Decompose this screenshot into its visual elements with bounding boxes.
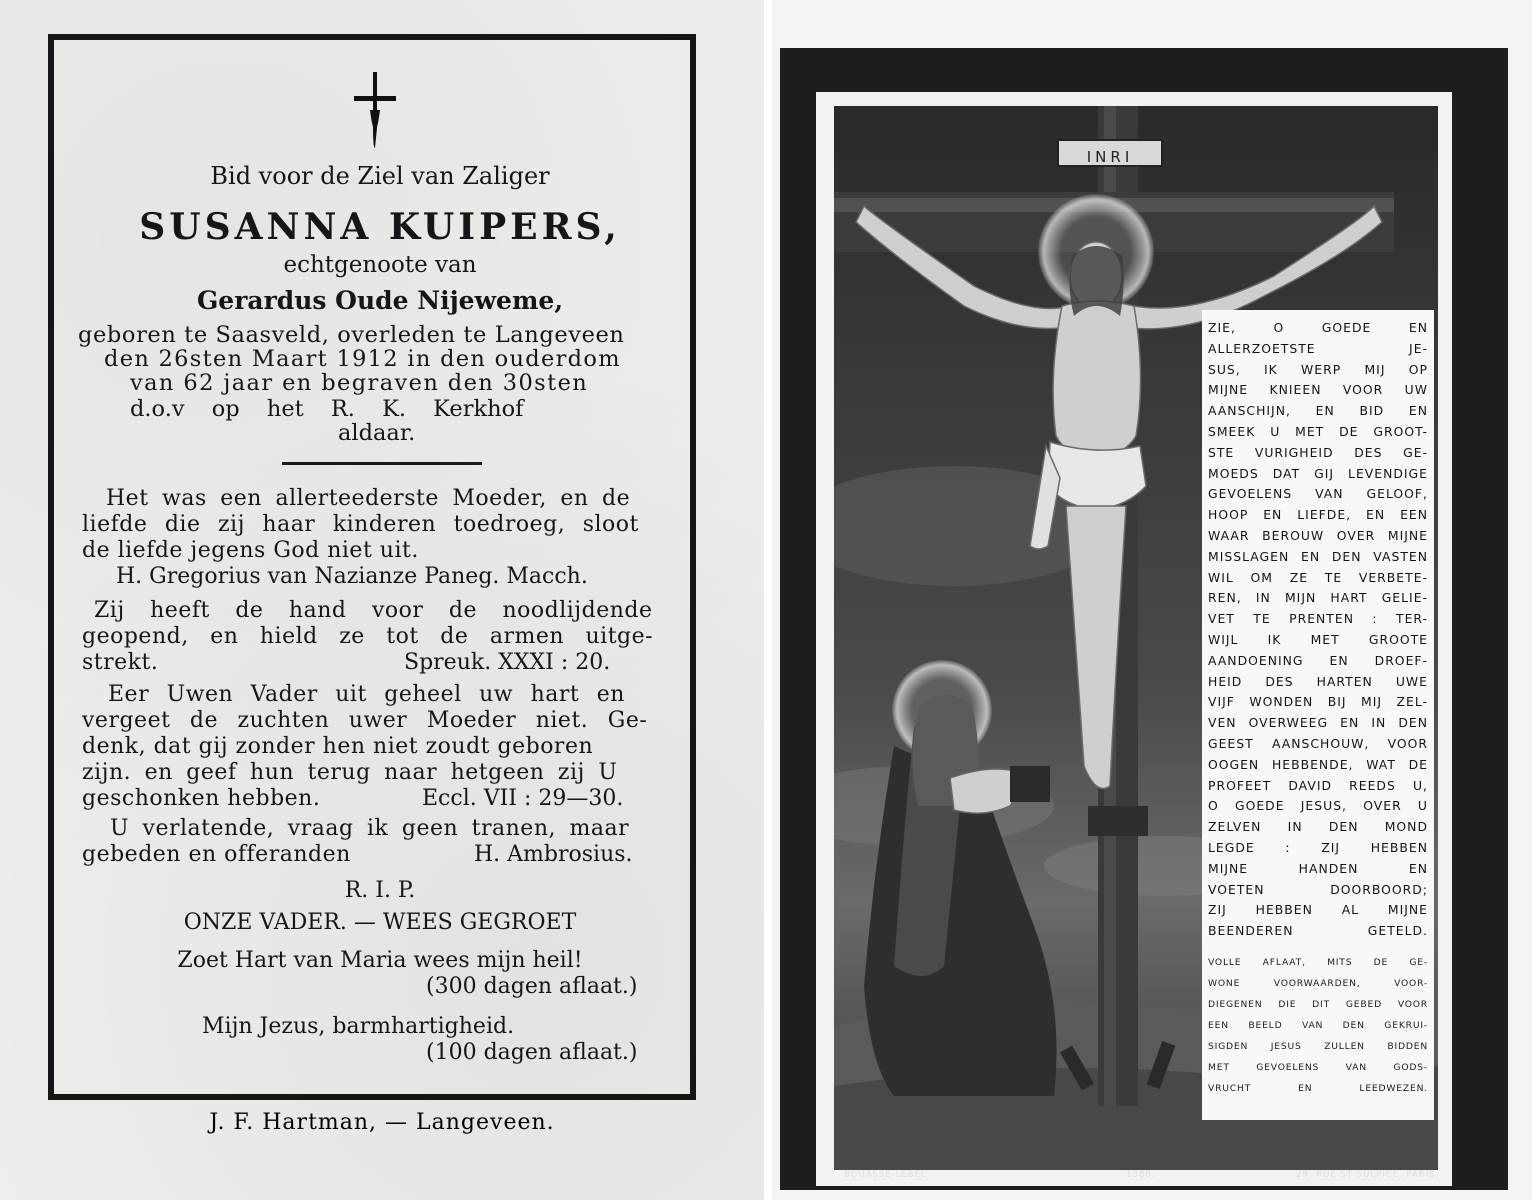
quote-line: strekt. [82, 650, 159, 675]
prayer-line: MIJNE KNIEEN VOOR UW [1208, 382, 1428, 398]
prayer-line: HOOP EN LIEFDE, EN EEN [1208, 507, 1428, 523]
indulgence-line: EEN BEELD VAN DEN GEKRUI- [1208, 1019, 1428, 1031]
prayer-line: BEENDEREN GETELD. [1208, 923, 1428, 939]
prayer-text-panel [1202, 310, 1434, 1120]
prayer-line: AANSCHIJN, EN BID EN [1208, 403, 1428, 419]
pray-for-soul-line: Bid voor de Ziel van Zaliger [210, 162, 550, 190]
memorial-card-image-side [772, 0, 1532, 1200]
prayer-line: ZELVEN IN DEN MOND [1208, 819, 1428, 835]
indulgence-note: (100 dagen aflaat.) [426, 1040, 638, 1065]
indulgence-line: VOLLE AFLAAT, MITS DE GE- [1208, 956, 1428, 968]
bio-line: den 26sten Maart 1912 in den ouderdom [104, 346, 621, 372]
quote-line: Zij heeft de hand voor de noodlijdende [94, 598, 653, 623]
prayer-line: MISSLAGEN EN DEN VASTEN [1208, 548, 1428, 564]
publisher-strip [816, 1160, 1452, 1184]
plate-number: 1380. [1126, 1170, 1156, 1180]
prayer-line: SMEEK U MET DE GROOT- [1208, 423, 1428, 439]
ejaculation-line: Zoet Hart van Maria wees mijn heil! [177, 948, 583, 973]
quote-line: denk, dat gij zonder hen niet zoudt geboren [82, 734, 594, 759]
prayer-line: OOGEN HEBBENDE, WAT DE [1208, 756, 1428, 772]
prayer-line: GEEST AANSCHOUW, VOOR [1208, 735, 1428, 751]
indulgence-text [1208, 952, 1428, 1099]
prayer-line: ZIE, O GOEDE EN [1208, 320, 1428, 335]
spouse-intro: echtgenoote van [283, 252, 477, 278]
indulgence-line: SIGDEN JESUS ZULLEN BIDDEN [1208, 1040, 1428, 1052]
indulgence-line: DIEGENEN DIE DIT GEBED VOOR [1208, 998, 1428, 1010]
prayer-line: VIJF WONDEN BIJ MIJ ZEL- [1208, 694, 1428, 710]
divider-rule [282, 462, 482, 465]
prayer-line: GEVOELENS VAN GELOOF, [1208, 486, 1428, 502]
quote-line: U verlatende, vraag ik geen tranen, maar [110, 816, 630, 841]
publisher-address: 29, RUE ST SULPICE, PARIS. [1296, 1170, 1440, 1180]
prayer-line: MOEDS DAT GIJ LEVENDIGE [1208, 465, 1428, 481]
quote-line: geschonken hebben. [82, 786, 321, 811]
prayer-line: SUS, IK WERP MIJ OP [1208, 361, 1428, 377]
quote-line: de liefde jegens God niet uit. [82, 538, 419, 563]
prayer-line: LEGDE : ZIJ HEBBEN [1208, 839, 1428, 855]
cross-icon [352, 70, 398, 150]
quote-line: Het was een allerteederste Moeder, en de [106, 486, 631, 511]
quote-source: Eccl. VII : 29—30. [422, 786, 624, 811]
prayer-line: PROFEET DAVID REEDS U, [1208, 777, 1428, 793]
prayer-line: O GOEDE JESUS, OVER U [1208, 798, 1428, 814]
indulgence-note: (300 dagen aflaat.) [426, 974, 638, 999]
prayer-line: VET TE PRENTEN : TER- [1208, 611, 1428, 627]
indulgence-line: VRUCHT EN LEEDWEZEN. [1208, 1082, 1428, 1094]
spouse-name: Gerardus Oude Nijeweme, [196, 286, 564, 315]
quote-line: Eer Uwen Vader uit geheel uw hart en [108, 682, 625, 707]
bio-line: geboren te Saasveld, overleden te Langeveen [78, 322, 625, 348]
quote-source: Spreuk. XXXI : 20. [404, 650, 611, 675]
bio-line: d.o.v op het R. K. Kerkhof [130, 396, 524, 422]
memorial-card-text-side [0, 0, 764, 1200]
quote-line: geopend, en hield ze tot de armen uitge- [82, 624, 654, 649]
quote-line: gebeden en offeranden [82, 842, 351, 867]
prayer-line: WIL OM ZE TE VERBETE- [1208, 569, 1428, 585]
prayer-line: MIJNE HANDEN EN [1208, 860, 1428, 876]
deceased-name: SUSANNA KUIPERS, [139, 206, 621, 248]
prayers-line: ONZE VADER. — WEES GEGROET [183, 910, 577, 935]
indulgence-line: WONE VOORWAARDEN, VOOR- [1208, 977, 1428, 989]
indulgence-line: MET GEVOELENS VAN GODS- [1208, 1061, 1428, 1073]
prayer-line: HEID DES HARTEN UWE [1208, 673, 1428, 689]
inri-plaque-text: INRI [1086, 148, 1134, 166]
quote-line: liefde die zij haar kinderen toedroeg, sloot [82, 512, 639, 537]
ejaculation-line: Mijn Jezus, barmhartigheid. [202, 1014, 515, 1039]
prayer-line: WAAR BEROUW OVER MIJNE [1208, 527, 1428, 543]
prayer-line: STE VURIGHEID DES GE- [1208, 444, 1428, 460]
prayer-line: AANDOENING EN DROEF- [1208, 652, 1428, 668]
bio-line: aldaar. [338, 420, 416, 446]
prayer-line: REN, IN MIJN HART GELIE- [1208, 590, 1428, 606]
quote-source: H. Ambrosius. [474, 842, 633, 867]
quote-line: vergeet de zuchten uwer Moeder niet. Ge- [82, 708, 648, 733]
publisher-name: BOUASSE-LEBEL [844, 1170, 927, 1180]
printer-credit: J. F. Hartman, — Langeveen. [209, 1110, 555, 1135]
prayer-line: VOETEN DOORBOORD; [1208, 881, 1428, 897]
bio-line: van 62 jaar en begraven den 30sten [130, 370, 589, 396]
rip-line: R. I. P. [344, 878, 416, 903]
prayer-text [1208, 318, 1428, 942]
quote-line: zijn. en geef hun terug naar hetgeen zij U [82, 760, 618, 785]
prayer-line: WIJL IK MET GROOTE [1208, 631, 1428, 647]
prayer-line: ALLERZOETSTE JE- [1208, 340, 1428, 356]
quote-source: H. Gregorius van Nazianze Paneg. Macch. [116, 564, 588, 589]
prayer-line: ZIJ HEBBEN AL MIJNE [1208, 902, 1428, 918]
prayer-line: VEN OVERWEEG EN IN DEN [1208, 715, 1428, 731]
